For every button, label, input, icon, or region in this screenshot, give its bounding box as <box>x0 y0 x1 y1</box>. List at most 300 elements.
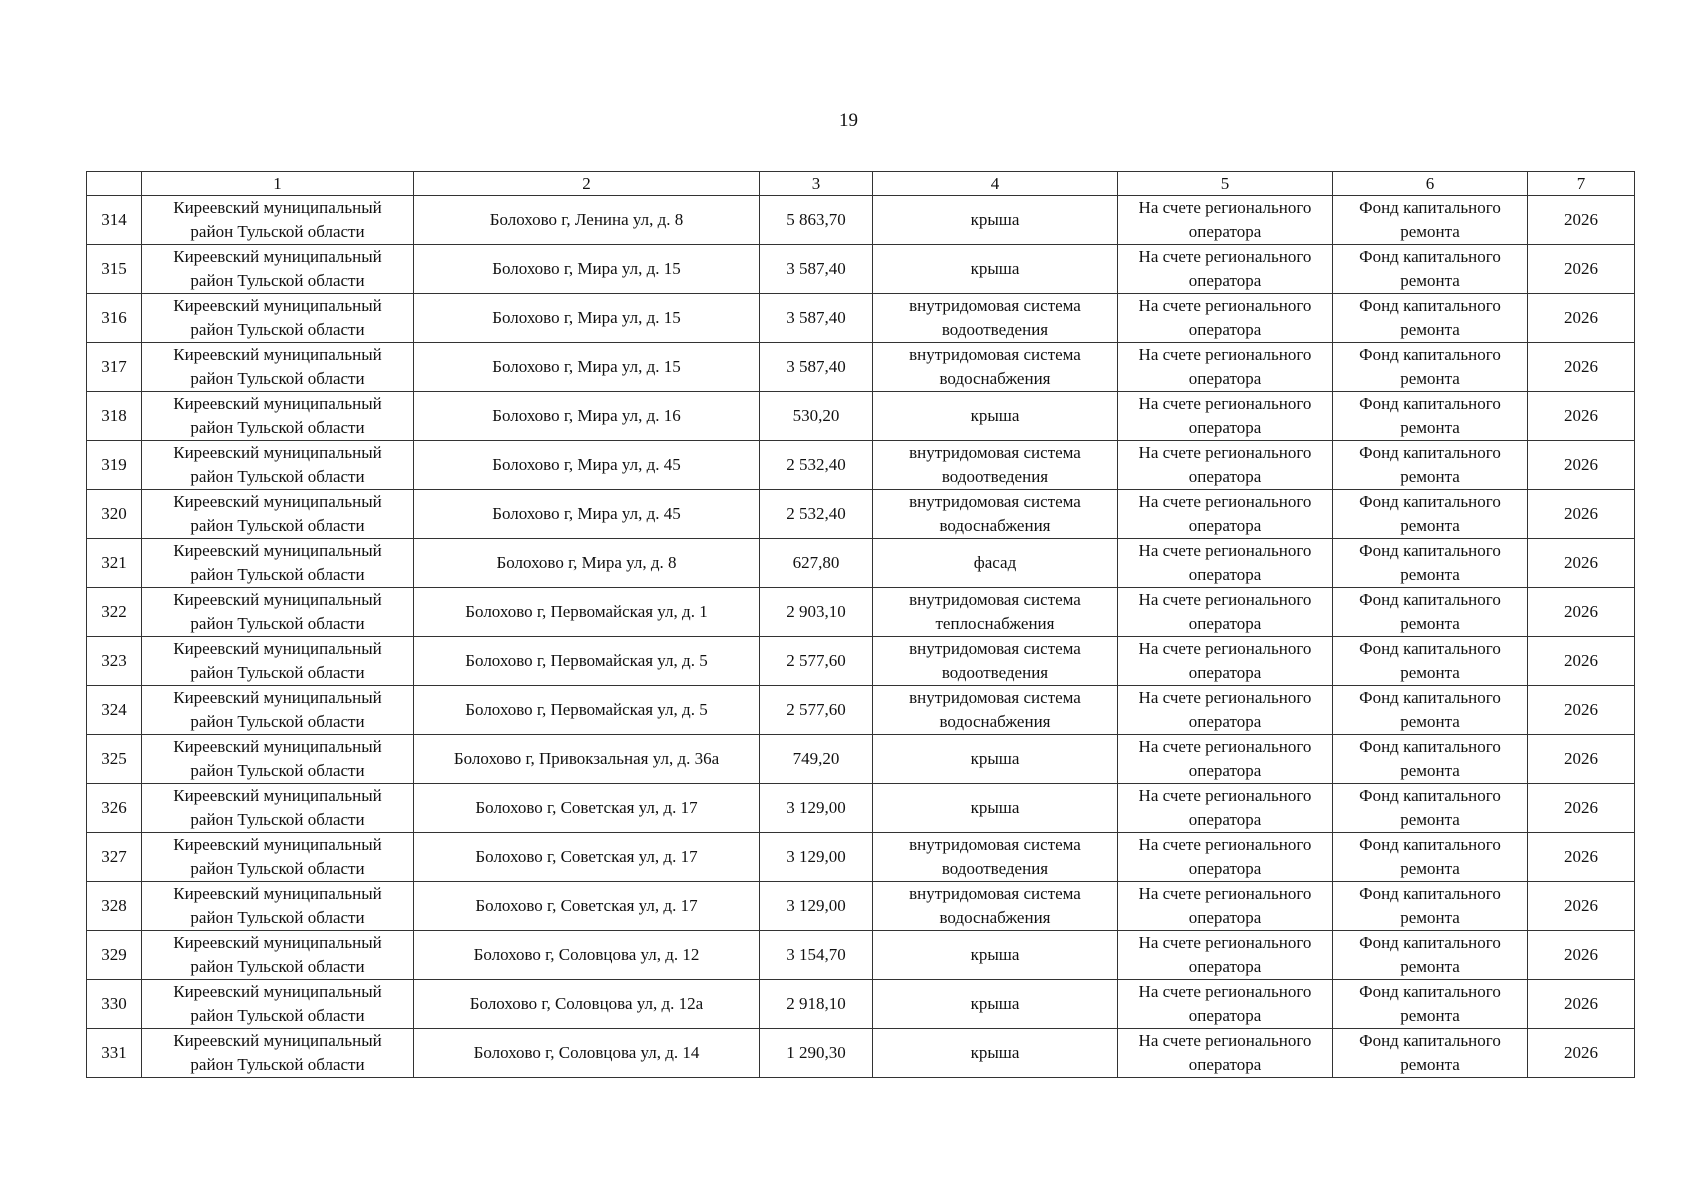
table-row <box>87 784 1635 833</box>
work-type-line1: крыша <box>970 749 1020 768</box>
table-row <box>87 686 1635 735</box>
district-cell <box>142 392 414 441</box>
address-cell: Болохово г, Советская ул, д. 17 <box>414 784 760 833</box>
account-line1: На счете регионального <box>1138 786 1312 805</box>
row-number-cell: 329 <box>87 931 142 980</box>
year-cell: 2026 <box>1528 637 1635 686</box>
row-number-cell: 331 <box>87 1029 142 1078</box>
funding-source-line2: ремонта <box>1400 271 1460 290</box>
funding-source-line2: ремонта <box>1400 957 1460 976</box>
work-type-line2: водоотведения <box>941 320 1049 339</box>
funding-source-line1: Фонд капитального <box>1359 737 1501 756</box>
account-cell <box>1118 539 1333 588</box>
funding-source-cell <box>1333 539 1528 588</box>
work-type-cell <box>873 735 1118 784</box>
funding-source-line2: ремонта <box>1400 1006 1460 1025</box>
account-cell <box>1118 196 1333 245</box>
work-type-cell <box>873 588 1118 637</box>
work-type-cell <box>873 833 1118 882</box>
district-line1: Киреевский муниципальный <box>173 541 382 560</box>
area-cell: 5 863,70 <box>760 196 873 245</box>
district-line2: район Тульской области <box>190 957 365 976</box>
funding-source-cell <box>1333 441 1528 490</box>
district-line2: район Тульской области <box>190 761 365 780</box>
year-cell: 2026 <box>1528 343 1635 392</box>
work-type-cell <box>873 392 1118 441</box>
funding-source-cell <box>1333 588 1528 637</box>
account-line2: оператора <box>1188 957 1262 976</box>
district-line2: район Тульской области <box>190 663 365 682</box>
funding-source-line2: ремонта <box>1400 467 1460 486</box>
account-line1: На счете регионального <box>1138 933 1312 952</box>
account-line2: оператора <box>1188 1006 1262 1025</box>
district-line2: район Тульской области <box>190 369 365 388</box>
address-cell: Болохово г, Ленина ул, д. 8 <box>414 196 760 245</box>
address-cell: Болохово г, Мира ул, д. 8 <box>414 539 760 588</box>
row-number-cell: 315 <box>87 245 142 294</box>
funding-source-line2: ремонта <box>1400 663 1460 682</box>
table-row <box>87 392 1635 441</box>
year-cell: 2026 <box>1528 196 1635 245</box>
account-line1: На счете регионального <box>1138 394 1312 413</box>
district-line2: район Тульской области <box>190 1006 365 1025</box>
header-cell-1: 1 <box>142 172 414 196</box>
district-line1: Киреевский муниципальный <box>173 639 382 658</box>
account-line1: На счете регионального <box>1138 1031 1312 1050</box>
account-line2: оператора <box>1188 859 1262 878</box>
funding-source-cell <box>1333 735 1528 784</box>
district-line1: Киреевский муниципальный <box>173 786 382 805</box>
table-row <box>87 1029 1635 1078</box>
funding-source-line1: Фонд капитального <box>1359 443 1501 462</box>
area-cell: 2 918,10 <box>760 980 873 1029</box>
area-cell: 627,80 <box>760 539 873 588</box>
account-line2: оператора <box>1188 810 1262 829</box>
funding-source-cell <box>1333 343 1528 392</box>
district-line2: район Тульской области <box>190 271 365 290</box>
year-cell: 2026 <box>1528 539 1635 588</box>
account-line1: На счете регионального <box>1138 345 1312 364</box>
account-line1: На счете регионального <box>1138 688 1312 707</box>
district-line2: район Тульской области <box>190 614 365 633</box>
work-type-line1: внутридомовая система <box>909 688 1081 707</box>
table-row <box>87 196 1635 245</box>
district-line2: район Тульской области <box>190 810 365 829</box>
district-line2: район Тульской области <box>190 467 365 486</box>
account-line2: оператора <box>1188 369 1262 388</box>
table-row <box>87 637 1635 686</box>
table-body <box>87 196 1635 1078</box>
year-cell: 2026 <box>1528 245 1635 294</box>
row-number-cell: 320 <box>87 490 142 539</box>
account-line2: оператора <box>1188 222 1262 241</box>
header-cell-3: 3 <box>760 172 873 196</box>
row-number-cell: 330 <box>87 980 142 1029</box>
work-type-line1: крыша <box>970 406 1020 425</box>
year-cell: 2026 <box>1528 686 1635 735</box>
account-line1: На счете регионального <box>1138 541 1312 560</box>
area-cell: 2 577,60 <box>760 637 873 686</box>
work-type-line2: водоотведения <box>941 467 1049 486</box>
work-type-line2: водоснабжения <box>939 369 1051 388</box>
work-type-cell <box>873 245 1118 294</box>
district-line2: район Тульской области <box>190 1055 365 1074</box>
account-cell <box>1118 441 1333 490</box>
header-cell-2: 2 <box>414 172 760 196</box>
account-cell <box>1118 980 1333 1029</box>
account-line2: оператора <box>1188 614 1262 633</box>
funding-source-line1: Фонд капитального <box>1359 982 1501 1001</box>
year-cell: 2026 <box>1528 735 1635 784</box>
year-cell: 2026 <box>1528 441 1635 490</box>
table-row <box>87 931 1635 980</box>
table-row <box>87 245 1635 294</box>
account-cell <box>1118 784 1333 833</box>
account-line2: оператора <box>1188 418 1262 437</box>
area-cell: 1 290,30 <box>760 1029 873 1078</box>
funding-source-line2: ремонта <box>1400 810 1460 829</box>
area-cell: 3 154,70 <box>760 931 873 980</box>
table-row <box>87 735 1635 784</box>
table-row <box>87 539 1635 588</box>
account-cell <box>1118 686 1333 735</box>
capital-repair-table <box>86 171 1635 1078</box>
funding-source-cell <box>1333 882 1528 931</box>
district-line1: Киреевский муниципальный <box>173 247 382 266</box>
area-cell: 3 129,00 <box>760 833 873 882</box>
account-line2: оператора <box>1188 908 1262 927</box>
funding-source-line2: ремонта <box>1400 1055 1460 1074</box>
address-cell: Болохово г, Мира ул, д. 15 <box>414 343 760 392</box>
table-row <box>87 980 1635 1029</box>
account-line1: На счете регионального <box>1138 590 1312 609</box>
year-cell: 2026 <box>1528 931 1635 980</box>
district-line2: район Тульской области <box>190 712 365 731</box>
row-number-cell: 316 <box>87 294 142 343</box>
work-type-cell <box>873 980 1118 1029</box>
funding-source-line2: ремонта <box>1400 712 1460 731</box>
work-type-line1: внутридомовая система <box>909 884 1081 903</box>
address-cell: Болохово г, Соловцова ул, д. 14 <box>414 1029 760 1078</box>
account-cell <box>1118 833 1333 882</box>
district-cell <box>142 686 414 735</box>
district-cell <box>142 343 414 392</box>
work-type-cell <box>873 294 1118 343</box>
funding-source-line1: Фонд капитального <box>1359 590 1501 609</box>
funding-source-line2: ремонта <box>1400 516 1460 535</box>
funding-source-cell <box>1333 490 1528 539</box>
row-number-cell: 325 <box>87 735 142 784</box>
row-number-cell: 323 <box>87 637 142 686</box>
account-line2: оператора <box>1188 712 1262 731</box>
header-cell-7: 7 <box>1528 172 1635 196</box>
address-cell: Болохово г, Мира ул, д. 16 <box>414 392 760 441</box>
work-type-line1: внутридомовая система <box>909 835 1081 854</box>
funding-source-cell <box>1333 637 1528 686</box>
work-type-cell <box>873 539 1118 588</box>
district-cell <box>142 441 414 490</box>
year-cell: 2026 <box>1528 1029 1635 1078</box>
work-type-line2: теплоснабжения <box>935 614 1055 633</box>
work-type-line2: водоснабжения <box>939 712 1051 731</box>
district-cell <box>142 490 414 539</box>
row-number-cell: 324 <box>87 686 142 735</box>
table-row <box>87 882 1635 931</box>
funding-source-line2: ремонта <box>1400 614 1460 633</box>
account-cell <box>1118 1029 1333 1078</box>
district-cell <box>142 588 414 637</box>
district-cell <box>142 833 414 882</box>
district-line1: Киреевский муниципальный <box>173 296 382 315</box>
address-cell: Болохово г, Первомайская ул, д. 1 <box>414 588 760 637</box>
funding-source-line1: Фонд капитального <box>1359 492 1501 511</box>
area-cell: 2 903,10 <box>760 588 873 637</box>
account-line1: На счете регионального <box>1138 492 1312 511</box>
district-line1: Киреевский муниципальный <box>173 198 382 217</box>
funding-source-cell <box>1333 196 1528 245</box>
work-type-line2: водоотведения <box>941 859 1049 878</box>
account-cell <box>1118 882 1333 931</box>
account-line1: На счете регионального <box>1138 296 1312 315</box>
district-cell <box>142 882 414 931</box>
year-cell: 2026 <box>1528 588 1635 637</box>
account-cell <box>1118 343 1333 392</box>
funding-source-line2: ремонта <box>1400 222 1460 241</box>
district-line1: Киреевский муниципальный <box>173 737 382 756</box>
header-row <box>87 172 1635 196</box>
funding-source-line2: ремонта <box>1400 565 1460 584</box>
district-cell <box>142 735 414 784</box>
account-cell <box>1118 931 1333 980</box>
account-line2: оператора <box>1188 516 1262 535</box>
work-type-line1: внутридомовая система <box>909 443 1081 462</box>
district-cell <box>142 784 414 833</box>
funding-source-line2: ремонта <box>1400 761 1460 780</box>
work-type-line1: внутридомовая система <box>909 345 1081 364</box>
account-cell <box>1118 294 1333 343</box>
table-row <box>87 490 1635 539</box>
row-number-cell: 322 <box>87 588 142 637</box>
account-cell <box>1118 637 1333 686</box>
district-cell <box>142 931 414 980</box>
year-cell: 2026 <box>1528 294 1635 343</box>
header-cell-6: 6 <box>1333 172 1528 196</box>
funding-source-line2: ремонта <box>1400 418 1460 437</box>
year-cell: 2026 <box>1528 490 1635 539</box>
area-cell: 2 577,60 <box>760 686 873 735</box>
district-cell <box>142 1029 414 1078</box>
work-type-line1: крыша <box>970 210 1020 229</box>
district-cell <box>142 294 414 343</box>
funding-source-line1: Фонд капитального <box>1359 296 1501 315</box>
account-line2: оператора <box>1188 320 1262 339</box>
funding-source-line1: Фонд капитального <box>1359 933 1501 952</box>
area-cell: 3 587,40 <box>760 294 873 343</box>
funding-source-line2: ремонта <box>1400 369 1460 388</box>
work-type-cell <box>873 686 1118 735</box>
row-number-cell: 321 <box>87 539 142 588</box>
account-line2: оператора <box>1188 1055 1262 1074</box>
funding-source-cell <box>1333 1029 1528 1078</box>
district-line2: район Тульской области <box>190 516 365 535</box>
funding-source-line1: Фонд капитального <box>1359 198 1501 217</box>
row-number-cell: 327 <box>87 833 142 882</box>
area-cell: 2 532,40 <box>760 490 873 539</box>
funding-source-cell <box>1333 686 1528 735</box>
funding-source-line1: Фонд капитального <box>1359 394 1501 413</box>
work-type-line1: внутридомовая система <box>909 639 1081 658</box>
funding-source-cell <box>1333 980 1528 1029</box>
area-cell: 749,20 <box>760 735 873 784</box>
funding-source-line1: Фонд капитального <box>1359 541 1501 560</box>
account-line1: На счете регионального <box>1138 982 1312 1001</box>
work-type-line1: фасад <box>973 553 1017 572</box>
row-number-cell: 319 <box>87 441 142 490</box>
district-line2: район Тульской области <box>190 320 365 339</box>
account-cell <box>1118 392 1333 441</box>
account-line1: На счете регионального <box>1138 884 1312 903</box>
address-cell: Болохово г, Мира ул, д. 15 <box>414 294 760 343</box>
work-type-line1: крыша <box>970 798 1020 817</box>
account-line2: оператора <box>1188 467 1262 486</box>
address-cell: Болохово г, Соловцова ул, д. 12а <box>414 980 760 1029</box>
year-cell: 2026 <box>1528 833 1635 882</box>
funding-source-cell <box>1333 392 1528 441</box>
district-line1: Киреевский муниципальный <box>173 492 382 511</box>
work-type-cell <box>873 441 1118 490</box>
funding-source-line1: Фонд капитального <box>1359 247 1501 266</box>
work-type-line2: водоснабжения <box>939 908 1051 927</box>
address-cell: Болохово г, Мира ул, д. 15 <box>414 245 760 294</box>
work-type-cell <box>873 882 1118 931</box>
work-type-line1: внутридомовая система <box>909 590 1081 609</box>
district-line1: Киреевский муниципальный <box>173 688 382 707</box>
work-type-line1: крыша <box>970 945 1020 964</box>
district-cell <box>142 637 414 686</box>
table-row <box>87 441 1635 490</box>
funding-source-cell <box>1333 931 1528 980</box>
account-line2: оператора <box>1188 271 1262 290</box>
year-cell: 2026 <box>1528 980 1635 1029</box>
account-line1: На счете регионального <box>1138 198 1312 217</box>
address-cell: Болохово г, Мира ул, д. 45 <box>414 441 760 490</box>
funding-source-cell <box>1333 245 1528 294</box>
row-number-cell: 326 <box>87 784 142 833</box>
district-line2: район Тульской области <box>190 859 365 878</box>
work-type-line1: крыша <box>970 1043 1020 1062</box>
district-line1: Киреевский муниципальный <box>173 835 382 854</box>
work-type-cell <box>873 196 1118 245</box>
work-type-cell <box>873 343 1118 392</box>
row-number-cell: 328 <box>87 882 142 931</box>
address-cell: Болохово г, Мира ул, д. 45 <box>414 490 760 539</box>
header-cell-5: 5 <box>1118 172 1333 196</box>
account-cell <box>1118 588 1333 637</box>
work-type-line1: крыша <box>970 994 1020 1013</box>
account-line1: На счете регионального <box>1138 737 1312 756</box>
funding-source-cell <box>1333 784 1528 833</box>
funding-source-line1: Фонд капитального <box>1359 884 1501 903</box>
work-type-cell <box>873 490 1118 539</box>
district-line2: район Тульской области <box>190 222 365 241</box>
address-cell: Болохово г, Советская ул, д. 17 <box>414 833 760 882</box>
year-cell: 2026 <box>1528 392 1635 441</box>
work-type-line1: крыша <box>970 259 1020 278</box>
work-type-line1: внутридомовая система <box>909 296 1081 315</box>
district-line1: Киреевский муниципальный <box>173 933 382 952</box>
district-line2: район Тульской области <box>190 908 365 927</box>
work-type-line1: внутридомовая система <box>909 492 1081 511</box>
work-type-cell <box>873 637 1118 686</box>
work-type-cell <box>873 784 1118 833</box>
area-cell: 3 129,00 <box>760 882 873 931</box>
work-type-line2: водоснабжения <box>939 516 1051 535</box>
district-line1: Киреевский муниципальный <box>173 345 382 364</box>
account-line1: На счете регионального <box>1138 639 1312 658</box>
district-line1: Киреевский муниципальный <box>173 1031 382 1050</box>
district-cell <box>142 539 414 588</box>
table-row <box>87 588 1635 637</box>
table-row <box>87 343 1635 392</box>
address-cell: Болохово г, Первомайская ул, д. 5 <box>414 637 760 686</box>
funding-source-cell <box>1333 833 1528 882</box>
area-cell: 3 587,40 <box>760 245 873 294</box>
year-cell: 2026 <box>1528 784 1635 833</box>
district-line1: Киреевский муниципальный <box>173 982 382 1001</box>
page-number: 19 <box>839 110 858 131</box>
account-cell <box>1118 245 1333 294</box>
year-cell: 2026 <box>1528 882 1635 931</box>
row-number-cell: 318 <box>87 392 142 441</box>
district-line1: Киреевский муниципальный <box>173 394 382 413</box>
funding-source-cell <box>1333 294 1528 343</box>
funding-source-line1: Фонд капитального <box>1359 345 1501 364</box>
account-cell <box>1118 735 1333 784</box>
account-line1: На счете регионального <box>1138 835 1312 854</box>
address-cell: Болохово г, Советская ул, д. 17 <box>414 882 760 931</box>
address-cell: Болохово г, Первомайская ул, д. 5 <box>414 686 760 735</box>
area-cell: 3 587,40 <box>760 343 873 392</box>
account-line2: оператора <box>1188 761 1262 780</box>
address-cell: Болохово г, Привокзальная ул, д. 36а <box>414 735 760 784</box>
table-row <box>87 294 1635 343</box>
funding-source-line1: Фонд капитального <box>1359 639 1501 658</box>
funding-source-line2: ремонта <box>1400 908 1460 927</box>
account-line1: На счете регионального <box>1138 443 1312 462</box>
account-cell <box>1118 490 1333 539</box>
district-line1: Киреевский муниципальный <box>173 884 382 903</box>
header-cell-4: 4 <box>873 172 1118 196</box>
row-number-cell: 314 <box>87 196 142 245</box>
district-cell <box>142 196 414 245</box>
work-type-line2: водоотведения <box>941 663 1049 682</box>
funding-source-line1: Фонд капитального <box>1359 688 1501 707</box>
funding-source-line1: Фонд капитального <box>1359 835 1501 854</box>
work-type-cell <box>873 1029 1118 1078</box>
account-line1: На счете регионального <box>1138 247 1312 266</box>
area-cell: 3 129,00 <box>760 784 873 833</box>
district-cell <box>142 980 414 1029</box>
header-cell-index <box>87 172 142 196</box>
area-cell: 530,20 <box>760 392 873 441</box>
district-line2: район Тульской области <box>190 418 365 437</box>
table-header <box>87 172 1635 196</box>
district-cell <box>142 245 414 294</box>
district-line2: район Тульской области <box>190 565 365 584</box>
account-line2: оператора <box>1188 565 1262 584</box>
work-type-cell <box>873 931 1118 980</box>
funding-source-line2: ремонта <box>1400 320 1460 339</box>
